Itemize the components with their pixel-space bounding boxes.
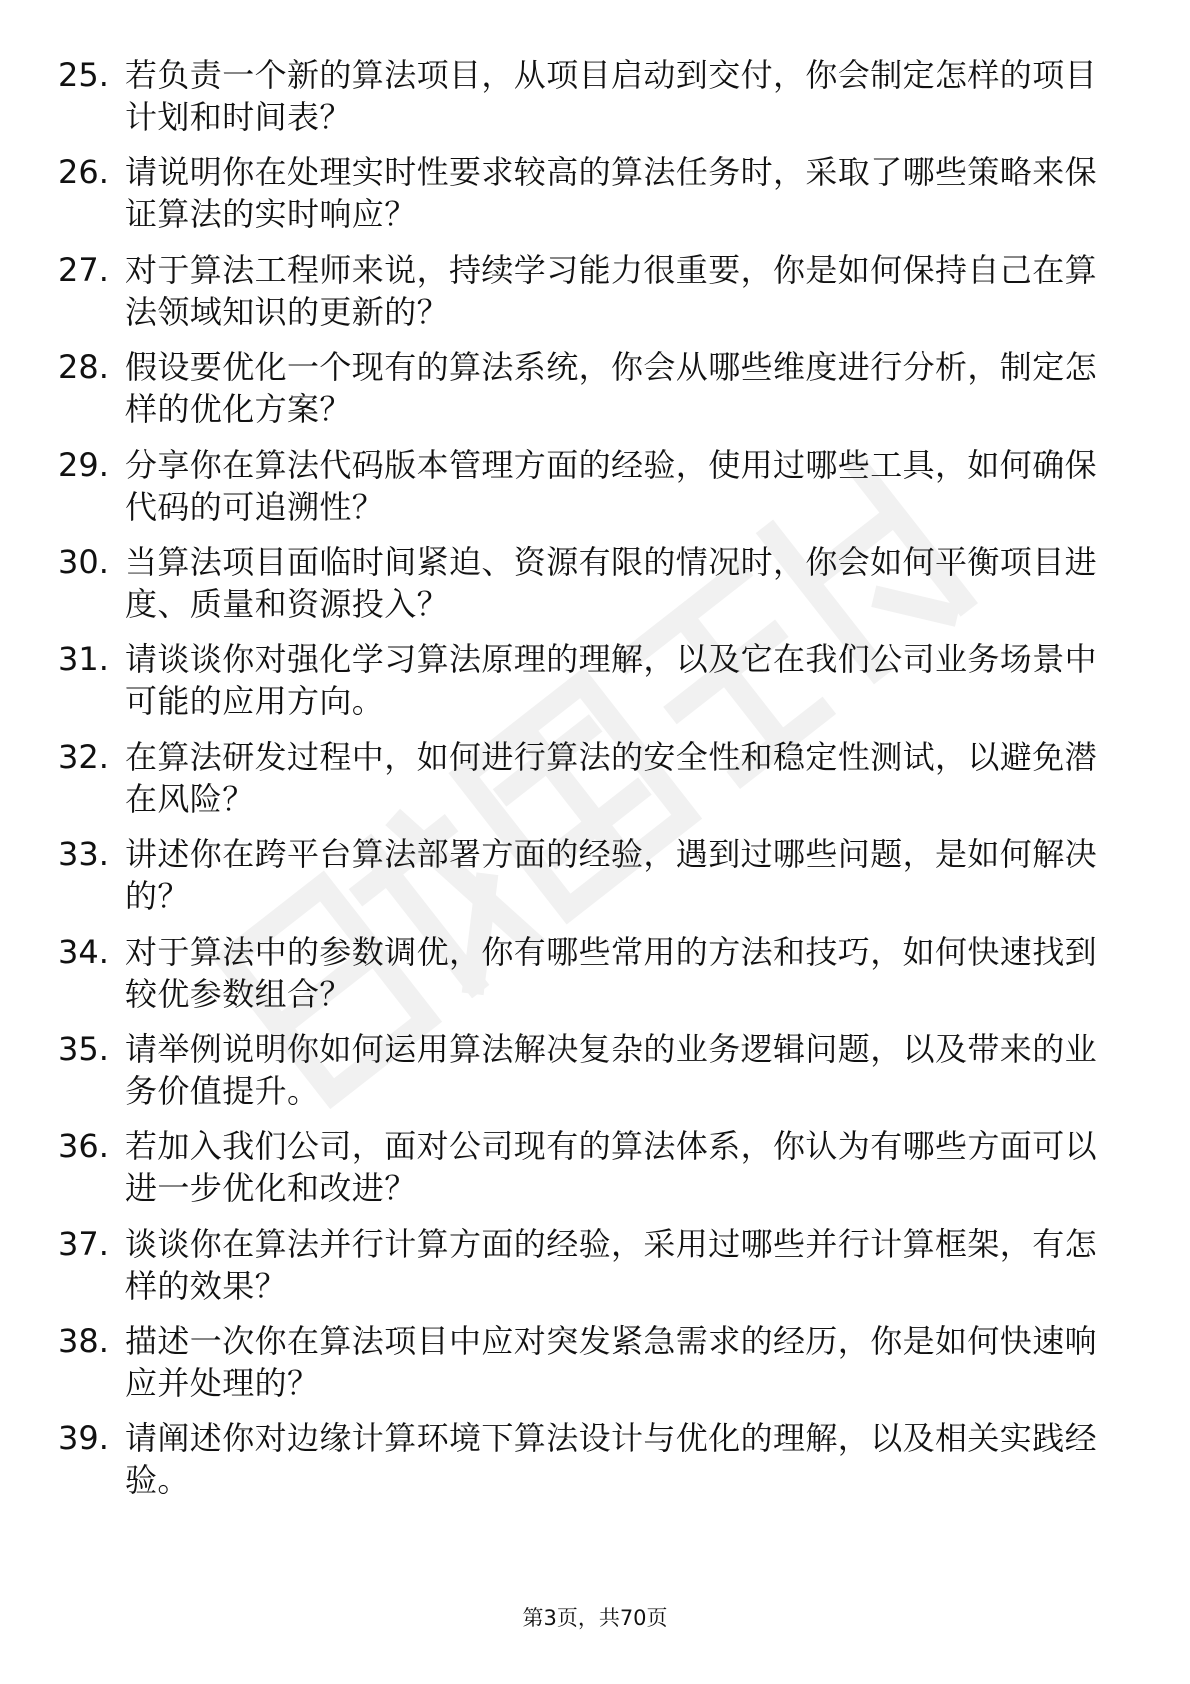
question-item	[58, 736, 1118, 833]
question-number: 36.	[58, 1127, 109, 1166]
question-text: 谈谈你在算法并行计算方面的经验，采用过哪些并行计算框架，有怎样的效果？	[125, 1224, 1098, 1305]
question-number: 33.	[58, 835, 109, 874]
question-text: 分享你在算法代码版本管理方面的经验，使用过哪些工具，如何确保代码的可追溯性？	[125, 445, 1098, 526]
question-item	[58, 346, 1118, 443]
question-text: 对于算法中的参数调优，你有哪些常用的方法和技巧，如何快速找到较优参数组合？	[125, 932, 1098, 1013]
question-number: 32.	[58, 737, 109, 776]
question-text: 请阐述你对边缘计算环境下算法设计与优化的理解，以及相关实践经验。	[125, 1419, 1098, 1500]
question-text: 在算法研发过程中，如何进行算法的安全性和稳定性测试，以避免潜在风险？	[125, 737, 1098, 818]
question-item	[58, 1223, 1118, 1320]
question-text: 假设要优化一个现有的算法系统，你会从哪些维度进行分析，制定怎样的优化方案？	[125, 348, 1098, 429]
question-item	[58, 1125, 1118, 1222]
question-number: 29.	[58, 445, 109, 484]
question-number: 31.	[58, 640, 109, 679]
question-list	[58, 54, 1118, 1515]
question-item	[58, 249, 1118, 346]
question-number: 39.	[58, 1419, 109, 1458]
question-number: 27.	[58, 250, 109, 289]
question-text: 请说明你在处理实时性要求较高的算法任务时，采取了哪些策略来保证算法的实时响应？	[125, 153, 1098, 234]
question-number: 34.	[58, 932, 109, 971]
question-item	[58, 931, 1118, 1028]
question-item	[58, 151, 1118, 248]
question-text: 若加入我们公司，面对公司现有的算法体系，你认为有哪些方面可以进一步优化和改进？	[125, 1127, 1098, 1208]
question-item	[58, 541, 1118, 638]
question-item	[58, 1417, 1118, 1514]
question-text: 描述一次你在算法项目中应对突发紧急需求的经历，你是如何快速响应并处理的？	[125, 1322, 1098, 1403]
page-footer	[0, 1604, 1190, 1632]
question-number: 37.	[58, 1224, 109, 1263]
question-number: 28.	[58, 348, 109, 387]
question-item	[58, 1320, 1118, 1417]
question-item	[58, 444, 1118, 541]
question-number: 30.	[58, 542, 109, 581]
question-number: 25.	[58, 56, 109, 94]
question-text: 请举例说明你如何运用算法解决复杂的业务逻辑问题，以及带来的业务价值提升。	[125, 1029, 1098, 1110]
question-number: 35.	[58, 1029, 109, 1068]
question-item	[58, 638, 1118, 735]
question-text: 若负责一个新的算法项目，从项目启动到交付，你会制定怎样的项目计划和时间表？	[125, 56, 1098, 136]
question-item	[58, 1028, 1118, 1125]
question-text: 请谈谈你对强化学习算法原理的理解，以及它在我们公司业务场景中可能的应用方向。	[125, 640, 1098, 721]
question-text: 对于算法工程师来说，持续学习能力很重要，你是如何保持自己在算法领域知识的更新的？	[125, 250, 1098, 331]
question-text: 讲述你在跨平台算法部署方面的经验，遇到过哪些问题，是如何解决的？	[125, 835, 1098, 916]
question-item	[58, 833, 1118, 930]
page-number-label: 第3页，共70页	[522, 1606, 668, 1630]
question-number: 38.	[58, 1322, 109, 1361]
question-item	[58, 54, 1118, 151]
question-number: 26.	[58, 153, 109, 192]
question-text: 当算法项目面临时间紧迫、资源有限的情况时，你会如何平衡项目进度、质量和资源投入？	[125, 542, 1098, 623]
